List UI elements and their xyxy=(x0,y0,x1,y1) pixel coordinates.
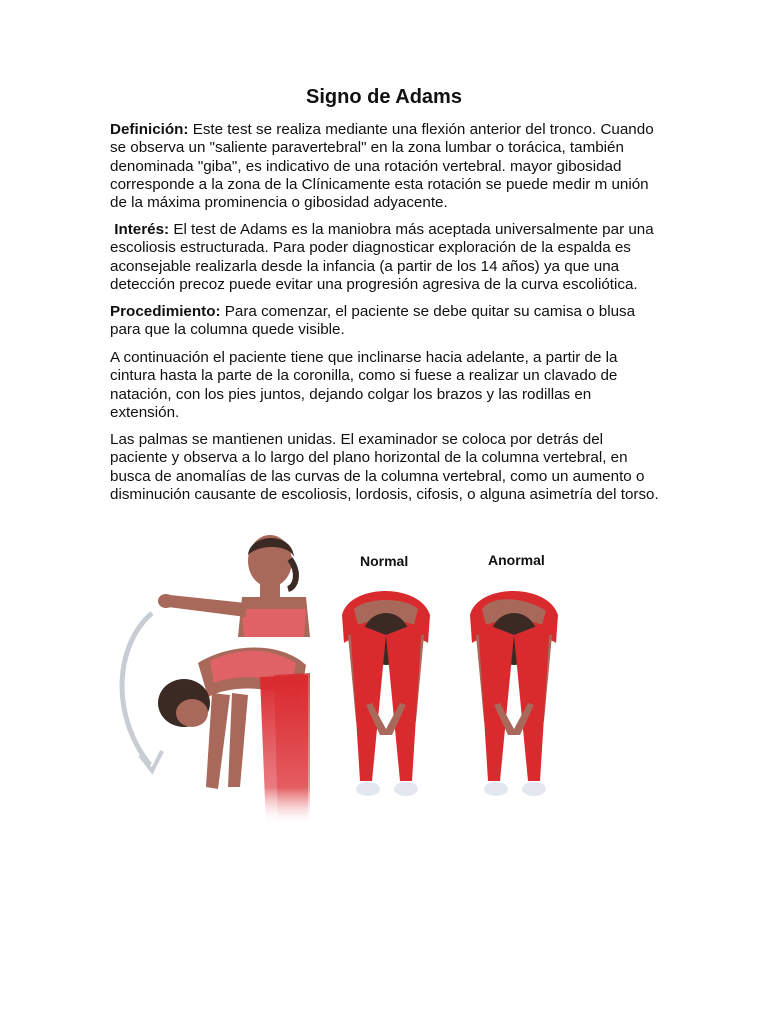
interest-label: Interés: xyxy=(114,221,170,238)
definition-label: Definición: xyxy=(110,121,189,138)
procedure-paragraph xyxy=(110,303,660,340)
definition-text: Este test se realiza mediante una flexión anterior del tronco. Cuando se observa un "saliente paravertebral" en la zona lumbar o torácica, también denominada "giba", es indicativo de una rotación vertebral. mayor gibosidad corresponde a la zona de la Clínicamente esta rotación se puede medir m unión de la máxima prominencia o gibosidad adyacente. xyxy=(110,121,654,212)
adams-test-figure xyxy=(110,525,580,825)
normal-label: Normal xyxy=(360,553,409,569)
abnormal-label: Anormal xyxy=(488,552,545,568)
palms-paragraph: Las palmas se mantienen unidas. El examinador se coloca por detrás del paciente y observa a lo largo del plano horizontal de la columna vertebral, en busca de anomalías de las curvas de la columna vertebral, como un aumento o disminución causante de escoliosis, lordosis, cifosis, o alguna asimetría del torso. xyxy=(110,431,659,503)
definition-paragraph xyxy=(110,121,660,212)
adams-illustration xyxy=(110,525,580,825)
interest-text: El test de Adams es la maniobra más aceptada universalmente par una escoliosis estructurada. Para poder diagnosticar exploración de la espalda es aconsejable realizarla desde la infancia (a partir de los 14 años) ya que una detección precoz puede evitar una progresión agresiva de la curva escoliótica. xyxy=(110,221,654,293)
side-view-figure xyxy=(122,535,310,825)
interest-paragraph xyxy=(110,221,660,294)
abnormal-back-figure xyxy=(470,591,558,796)
motion-arrow-icon xyxy=(122,613,152,765)
page-title: Signo de Adams xyxy=(306,86,462,108)
continuation-paragraph: A continuación el paciente tiene que inclinarse hacia adelante, a partir de la cintura hasta la parte de la coronilla, como si fuese a realizar un clavado de natación, con los pies juntos, dejando colgar los brazos y las rodillas en extensión. xyxy=(110,349,618,421)
procedure-text: Para comenzar, el paciente se debe quitar su camisa o blusa para que la columna quede visible. xyxy=(110,303,636,339)
procedure-label: Procedimiento: xyxy=(110,303,221,320)
normal-back-figure xyxy=(342,591,430,796)
